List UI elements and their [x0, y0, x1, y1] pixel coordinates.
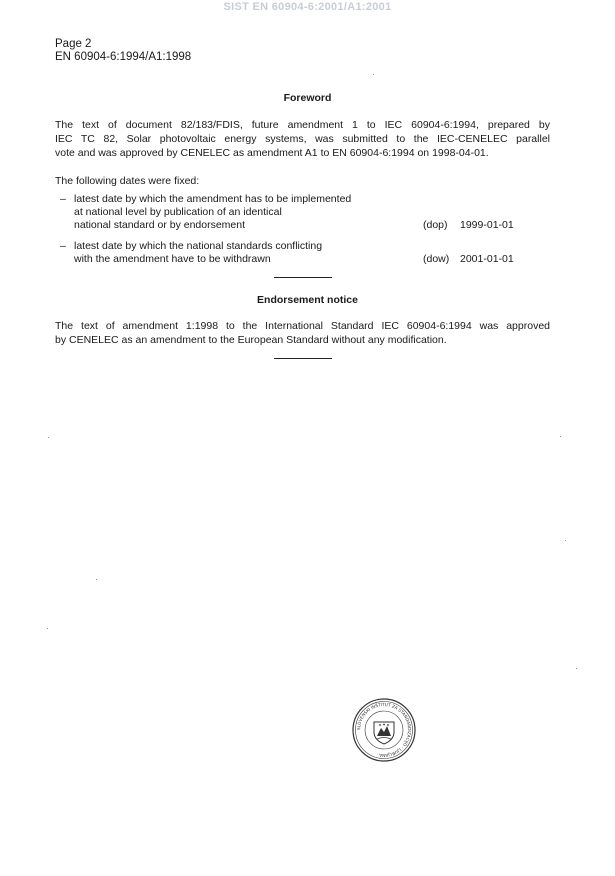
- endorsement-paragraph: [55, 319, 550, 347]
- scan-speck: [47, 628, 48, 629]
- page-header: [55, 38, 191, 64]
- foreword-line: IEC TC 82, Solar photovoltaic energy systems, was submitted to the IEC-CENELEC parallel: [55, 133, 550, 145]
- date-item-line: at national level by publication of an identical: [74, 206, 282, 218]
- date-value: 2001-01-01: [460, 253, 514, 265]
- endorsement-line: The text of amendment 1:1998 to the International Standard IEC 60904-6:1994 was approved: [55, 320, 550, 332]
- stamp-ring-text: SLOVENSKI INŠTITUT ZA STANDARDIZACIJO · LJUBLJANA ·: [355, 701, 413, 759]
- page-number: Page 2: [55, 38, 92, 50]
- section-divider: [274, 277, 332, 278]
- foreword-line: vote and was approved by CENELEC as amendment A1 to EN 60904-6:1994 on 1998-04-01.: [55, 147, 489, 159]
- foreword-paragraph: [55, 118, 550, 160]
- dates-intro: The following dates were fixed:: [55, 175, 200, 187]
- institute-stamp-seal: [352, 698, 416, 762]
- date-item-line: latest date by which the national standards conflicting: [74, 240, 323, 252]
- date-item-text: [74, 193, 414, 232]
- date-code: (dop): [423, 219, 448, 231]
- list-dash: –: [60, 193, 66, 205]
- date-item-line: national standard or by endorsement: [74, 219, 246, 231]
- scan-speck: [565, 540, 566, 541]
- date-item-text: [74, 240, 414, 266]
- scan-speck: [48, 437, 49, 438]
- date-code: (dow): [423, 253, 450, 265]
- scan-speck: [576, 668, 577, 669]
- scan-speck: [373, 74, 374, 75]
- foreword-line: The text of document 82/183/FDIS, future amendment 1 to IEC 60904-6:1994, prepared by: [55, 119, 550, 131]
- endorsement-heading: Endorsement notice: [257, 294, 358, 306]
- date-item-line: with the amendment have to be withdrawn: [74, 253, 271, 265]
- date-value: 1999-01-01: [460, 219, 514, 231]
- scan-speck: [96, 579, 97, 580]
- date-item-line: latest date by which the amendment has to be implemented: [74, 193, 352, 205]
- foreword-heading: Foreword: [283, 92, 332, 104]
- end-divider: [274, 358, 332, 359]
- watermark: SIST EN 60904-6:2001/A1:2001: [223, 1, 392, 13]
- list-dash: –: [60, 240, 66, 252]
- endorsement-line: by CENELEC as an amendment to the European Standard without any modification.: [55, 334, 447, 346]
- stamp-emblem-icon: [374, 722, 394, 744]
- scan-speck: [560, 436, 561, 437]
- document-reference: EN 60904-6:1994/A1:1998: [55, 51, 192, 63]
